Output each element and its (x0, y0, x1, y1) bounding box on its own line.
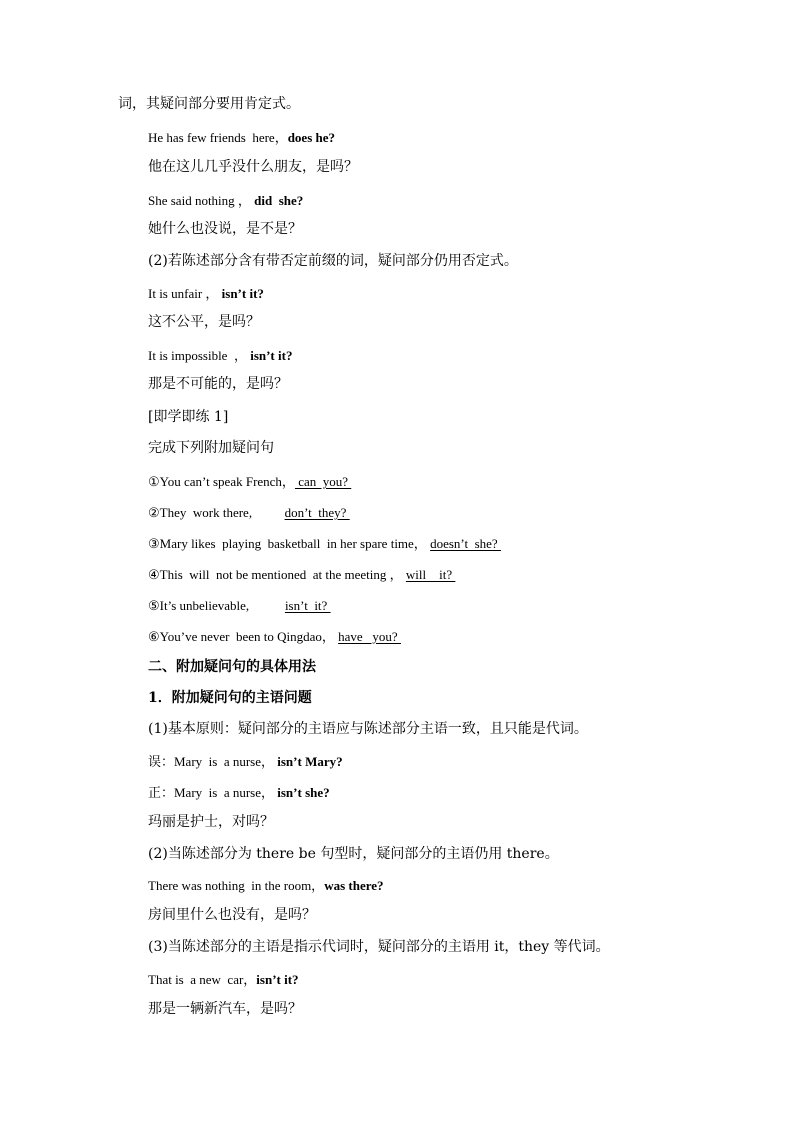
answer-blank: will it? (405, 567, 456, 582)
text-run: ②They work there, (148, 505, 285, 520)
text-line (148, 194, 303, 207)
text-run: She said nothing ， (148, 193, 255, 208)
text-run: He has few friends here， (148, 130, 288, 145)
text-line (148, 1002, 302, 1016)
text-line (148, 349, 292, 362)
text-line (148, 847, 559, 861)
text-run: ③Mary likes playing basketball in her spare time， (148, 536, 431, 551)
text-run: 词，其疑问部分要用肯定式。 (118, 96, 300, 112)
answer-blank: have you? (338, 629, 401, 644)
bold-phrase: isn’t it? (256, 972, 299, 987)
text-line (148, 475, 351, 488)
text-line (148, 630, 401, 643)
text-line (148, 222, 302, 236)
text-line (148, 879, 384, 892)
text-run: 那是不可能的，是吗？ (148, 376, 288, 392)
answer-blank: doesn’t she? (430, 536, 501, 551)
text-line (148, 315, 260, 329)
text-run: 房间里什么也没有，是吗？ (148, 907, 316, 923)
bold-phrase: isn’t it? (250, 348, 293, 363)
text-run: There was nothing in the room， (148, 878, 325, 893)
text-run: ④This will not be mentioned at the meeting ， (148, 567, 406, 582)
text-line (148, 410, 228, 424)
text-line (148, 786, 330, 799)
text-run: That is a new car， (148, 972, 257, 987)
text-run: 她什么也没说，是不是？ (148, 221, 302, 237)
text-run: 1．附加疑问句的主语问题 (148, 690, 312, 706)
text-line (148, 537, 501, 550)
text-run: ⑤It’s unbelievable, (148, 598, 285, 613)
text-line (148, 599, 331, 612)
text-line (148, 506, 350, 519)
text-run: 他在这儿几乎没什么朋友，是吗？ (148, 159, 358, 175)
bold-phrase: did she? (254, 193, 304, 208)
text-run: ⑥You’ve never been to Qingdao， (148, 629, 339, 644)
text-run: (1)基本原则：疑问部分的主语应与陈述部分主语一致，且只能是代词。 (148, 721, 588, 737)
text-run: It is impossible ， (148, 348, 251, 363)
bold-phrase: was there? (324, 878, 384, 893)
text-run: ①You can’t speak French， (148, 474, 295, 489)
text-line (148, 441, 274, 455)
text-run: 正：Mary is a nurse， (148, 785, 278, 800)
section-heading (148, 691, 312, 705)
text-run: 误：Mary is a nurse， (148, 754, 278, 769)
text-line (148, 160, 358, 174)
text-line (148, 815, 274, 829)
text-line (148, 755, 343, 768)
text-run: 那是一辆新汽车，是吗？ (148, 1001, 302, 1017)
text-run: [即学即练 1] (148, 409, 229, 425)
answer-blank: don’t they? (284, 505, 350, 520)
text-run: It is unfair ， (148, 286, 222, 301)
bold-phrase: isn’t she? (277, 785, 330, 800)
text-line (148, 254, 518, 268)
section-heading (148, 660, 316, 674)
text-run: 这不公平，是吗？ (148, 314, 260, 330)
text-run: 玛丽是护士，对吗？ (148, 814, 274, 830)
bold-phrase: isn’t it? (221, 286, 264, 301)
text-line (118, 97, 300, 111)
text-line (148, 287, 264, 300)
text-run: 完成下列附加疑问句 (148, 440, 274, 456)
text-run: (2)若陈述部分含有带否定前缀的词，疑问部分仍用否定式。 (148, 253, 518, 269)
text-run: (3)当陈述部分的主语是指示代词时，疑问部分的主语用 it，they 等代词。 (148, 939, 610, 955)
answer-blank: can you? (294, 474, 352, 489)
text-line (148, 131, 335, 144)
text-line (148, 377, 288, 391)
text-line (148, 568, 455, 581)
text-line (148, 940, 610, 954)
text-run: (2)当陈述部分为 there be 句型时，疑问部分的主语仍用 there。 (148, 846, 559, 862)
bold-phrase: isn’t Mary? (277, 754, 343, 769)
text-line (148, 908, 316, 922)
text-run: 二、附加疑问句的具体用法 (148, 659, 316, 675)
text-line (148, 722, 588, 736)
bold-phrase: does he? (287, 130, 336, 145)
text-line (148, 973, 299, 986)
answer-blank: isn’t it? (284, 598, 331, 613)
